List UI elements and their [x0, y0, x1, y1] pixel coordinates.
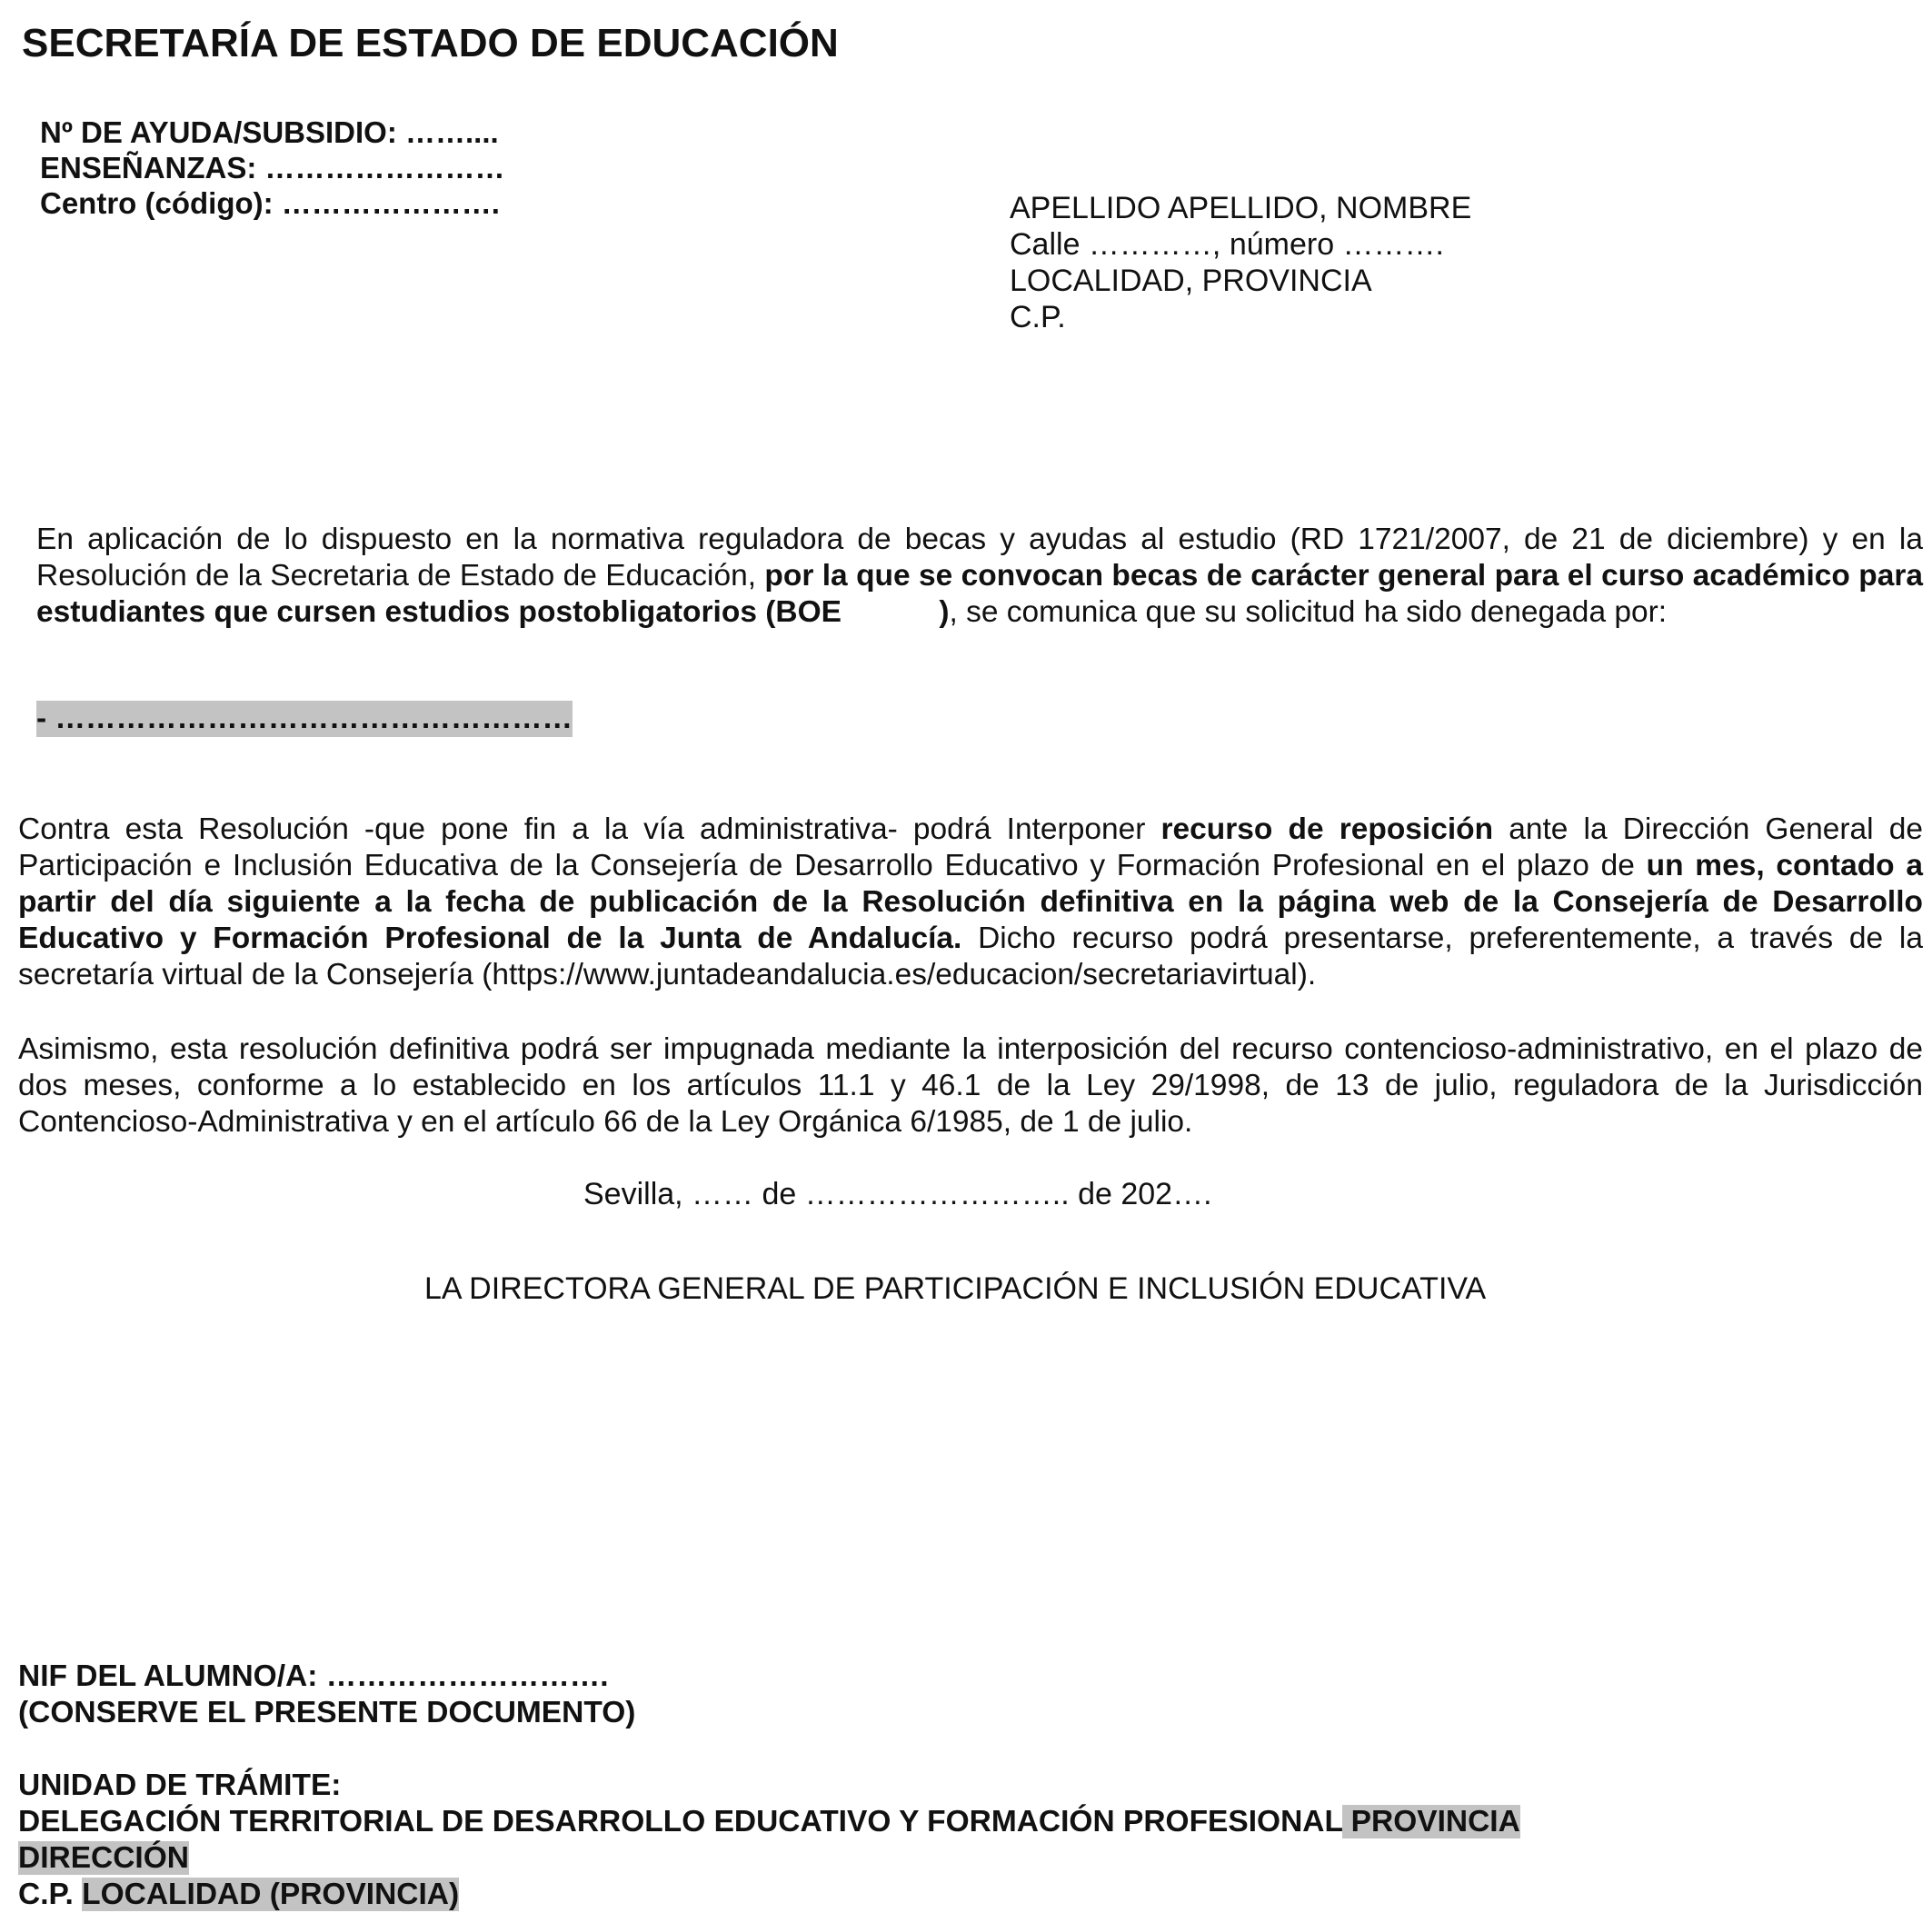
postal-line: [18, 1877, 1520, 1913]
appeal-paragraph: [18, 812, 1923, 993]
student-nif: NIF DEL ALUMNO/A: ……………………….: [18, 1659, 609, 1693]
recipient-postal-code: C.P.: [1010, 300, 1066, 334]
delegation-province: PROVINCIA: [1342, 1805, 1520, 1838]
intro-convocation: por la que se convocan becas de carácter general para el curso académico para estudiantes que cursen estudios postobligatorios (BOE: [36, 559, 1924, 629]
recipient-locality: LOCALIDAD, PROVINCIA: [1010, 264, 1372, 298]
teachings: ENSEÑANZAS: ……………………: [40, 151, 505, 184]
appeal-deadline: un mes, contado a partir del día siguiente a la fecha de publicación de la Resolución definitiva en la página web de la Consejería de Desarrollo Educativo y Formación Profesional de la Junta de Andalucía.: [18, 849, 1923, 955]
delegation-line: [18, 1804, 1520, 1840]
keep-notice: (CONSERVE EL PRESENTE DOCUMENTO): [18, 1696, 636, 1729]
appeal-text-2: ante la Dirección General de Participación e Inclusión Educativa de la Consejería de Desarrollo Educativo y Formación Profesional en el plazo de: [18, 812, 1923, 882]
intro-denial: , se comunica que su solicitud ha sido denegada por:: [949, 595, 1668, 629]
date-text: Sevilla, …… de …………………….. de 202….: [583, 1177, 1212, 1211]
appeal-text-3: Dicho recurso podrá presentarse, preferentemente, a través de la secretaría virtual de la Consejería (https://www.juntadeandalucia.es/educacion/secretariavirtual).: [18, 922, 1923, 991]
delegation-name: DELEGACIÓN TERRITORIAL DE DESARROLLO EDUCATIVO Y FORMACIÓN PROFESIONAL: [18, 1805, 1343, 1838]
unit-label: UNIDAD DE TRÁMITE:: [18, 1769, 342, 1802]
recipient-address: [1010, 190, 1471, 335]
aid-number: Nº DE AYUDA/SUBSIDIO: ……....: [40, 115, 499, 149]
recipient-name: APELLIDO APELLIDO, NOMBRE: [1010, 191, 1472, 225]
date-line: [0, 1176, 1932, 1212]
appeal-remedy: recurso de reposición: [1160, 812, 1494, 846]
reference-block: [40, 115, 505, 221]
delegation-locality: LOCALIDAD (PROVINCIA): [82, 1878, 460, 1911]
intro-text: En aplicación de lo dispuesto en la normativa reguladora de becas y ayudas al estudio (RD 1721/2007, de 21 de diciembre) y en la Resolución de la Secretaria de Estado de Educación,: [36, 523, 1923, 593]
recipient-street: Calle …………, número ……….: [1010, 227, 1444, 262]
intro-boe-close: ): [939, 595, 950, 629]
delegation-address: DIRECCIÓN: [18, 1841, 189, 1875]
contest-paragraph: Asimismo, esta resolución definitiva podrá ser impugnada mediante la interposición del recurso contencioso-administrativo, en el plazo de dos meses, conforme a lo establecido en los artículos 11.1 y 46.1 de la Ley 29/1998, de 13 de julio, reguladora de la Jurisdicción Contencioso-Administrativa y en el artículo 66 de la Ley Orgánica 6/1985, de 1 de julio.: [18, 1032, 1923, 1139]
denial-reason: - ……………………………………………: [36, 702, 573, 735]
footer-block: [18, 1659, 1520, 1913]
footer-spacer: [18, 1731, 1520, 1768]
signer-title: LA DIRECTORA GENERAL DE PARTICIPACIÓN E INCLUSIÓN EDUCATIVA: [424, 1271, 1487, 1306]
appeal-text-1: Contra esta Resolución -que pone fin a la vía administrativa- podrá Interponer: [18, 812, 1161, 846]
center-code: Centro (código): ………………….: [40, 186, 500, 220]
intro-paragraph: [36, 522, 1923, 631]
document-title: SECRETARÍA DE ESTADO DE EDUCACIÓN: [22, 21, 839, 65]
postal-code-label: C.P.: [18, 1878, 83, 1911]
